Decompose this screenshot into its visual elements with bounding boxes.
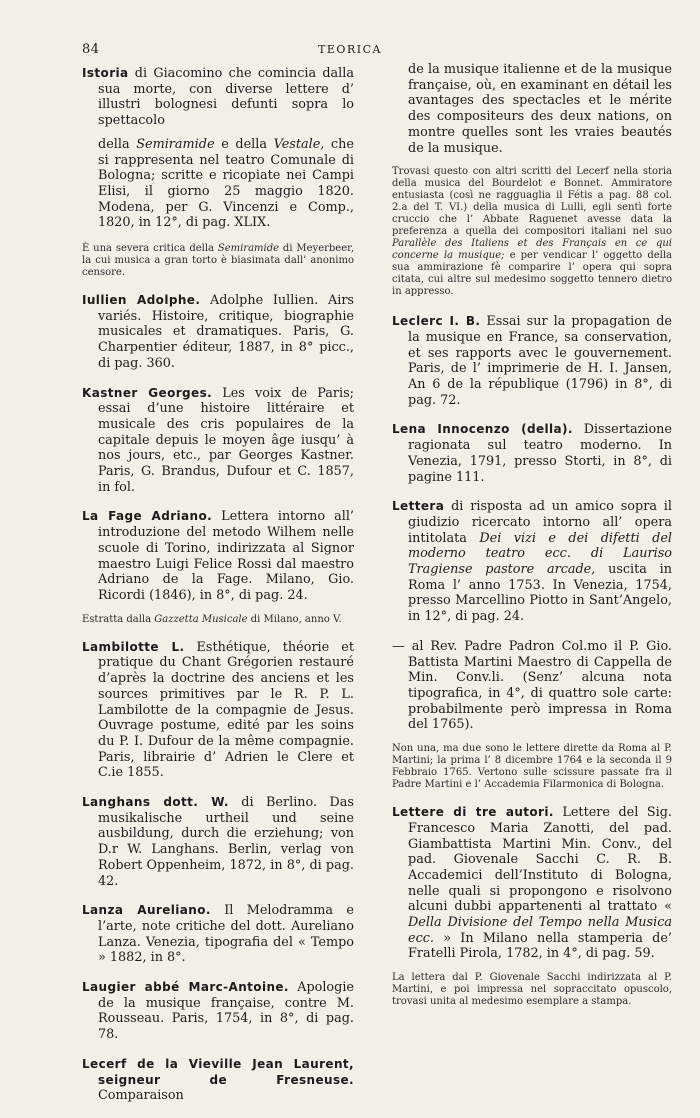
entry-text: Esthétique, théorie et pratique du Chant Grégorien restauré d’après la doctrine des anciens et les sources primitives par le R. P. L. Lambilotte de la compagnie de Jesus. Ouvrage postume, edité par les soins du P. I. Dufour de la même compagnie. Paris, librairie d’ Adrien le Clere et C.ie 1855. [98,639,354,781]
entry-langhans [82,795,354,889]
entry-text: Comparaison [98,1088,184,1104]
entry-heading: Lecerf de la Vieville Jean Laurent, seigneur de Fresneuse. [82,1056,354,1087]
italic-title: Vestale, [273,136,325,152]
text-run: e della [214,136,274,152]
entry-text: Il Melodramma e l’arte, note critiche del dott. Aureliano Lanza. Venezia, tipografia del « Tempo » 1882, in 8°. [98,903,354,966]
entry-heading: Lettere di tre autori. [392,805,554,820]
entry-heading: Kastner Georges. [82,385,213,400]
entry-heading: Langhans dott. W. [82,795,229,810]
entry-lena [392,422,672,485]
italic-title: Semiramide [136,136,215,152]
entry-kastner [82,386,354,496]
entry-la-fage [82,509,354,603]
footnote [392,166,672,298]
entry-lecerf [82,1057,354,1104]
text-run: Trovasi questo con altri scritti del Lecerf nella storia della musica del Bourdelot e Bonnet. Ammiratore entusiasta (così ne ragguaglia il Fétis a pag. 88 col. 2.a del T. VI.) della musica di Lulli, egli sentì forte cruccio che l’ Abbate Raguenet avesse data la preferenza a quella dei compositori italiani nel suo [392,166,672,238]
text-run: che si rappresenta nel teatro Comunale di Bologna; scritte e ricopiate nei Campi Elisi, il giorno 25 maggio 1820. Modena, per G. Vincenzi e Comp., 1820, in 12°, di pag. XLIX. [98,136,354,231]
italic-title: Parallèle des Italiens et des Français en ce qui concerne la musique; [392,238,672,262]
entry-continuation [82,137,354,231]
entry-continuation: de la musique italienne et de la musique française, où, en examinant en détail les avantages des spectacles et le mérite des compositeurs des deux nations, on montre quelles sont les vraies beautés de la musique. [408,62,672,156]
text-run: » In Milano nella stamperia de’ Fratelli Pirola, 1782, in 4°, di pag. 59. [408,930,672,962]
entry-text: Dissertazione ragionata sul teatro moderno. In Venezia, 1791, presso Storti, in 8°, di pagine 111. [408,422,672,485]
entry-heading: La Fage Adriano. [82,509,213,524]
entry-text: Adolphe Iullien. Airs variés. Histoire, critique, biographie musicales et dramatiques. Paris, G. Charpentier éditeur, 1887, in 8° picc., di pag. 360. [98,293,355,371]
entry-heading: Laugier abbé Marc-Antoine. [82,980,289,995]
entry-istoria [82,66,354,129]
entry-text: Lettera intorno all’ introduzione del metodo Wilhem nelle scuole di Torino, indirizzata al Signor maestro Luigi Felice Rossi dal maestro Adriano de la Fage. Milano, Gio. Ricordi (1846), in 8°, di pag. 24. [98,509,355,603]
entry-heading: Leclerc I. B. [392,314,481,329]
left-column [82,66,354,1118]
running-title: TEORICA [318,43,382,56]
entry-iullien [82,293,354,372]
italic-title: Gazzetta Musicale [154,613,248,625]
text-run: e per vendicar l’ oggetto della sua ammirazione fè comparire l’ opera qui sopra citata, cui altre sul medesimo soggetto tennero dietro in appresso. [392,250,672,298]
entry-text: Apologie de la musique française, contre M. Rousseau. Paris, 1754, in 8°, di pag. 78. [98,980,354,1043]
text-run: di Milano, anno V. [247,613,342,625]
entry-text: di Giacomino che comincia dalla sua morte, con diverse lettere d’ illustri bolognesi defunti sopra lo spettacolo [98,66,354,129]
footnote: La lettera dal P. Giovenale Sacchi indirizzata al P. Martini, e poi impressa nel sopraccitato opuscolo, trovasi unita al medesimo esemplare a stampa. [392,972,672,1008]
text-run: uscita in Roma l’ anno 1753. In Venezia, 1754, presso Marcellino Piotto in Sant’Angelo, in 12°, di pag. 24. [408,562,672,625]
right-column [392,62,672,1022]
entry-lettera [392,499,672,625]
entry-lettera-martini: — al Rev. Padre Padron Col.mo il P. Gio. Battista Martini Maestro di Cappella de Min. Conv.li. (Senz’ alcuna nota tipografica, in 4°, di quattro sole carte: probabilmente però impressa in Roma del 1765). [392,638,672,733]
entry-heading: Lambilotte L. [82,639,185,654]
entry-lambilotte [82,640,354,781]
text-run: È una severa critica della [82,243,218,255]
entry-heading: Istoria [82,66,129,80]
page-number: 84 [82,42,100,57]
footnote: Non una, ma due sono le lettere dirette da Roma al P. Martini; la prima l’ 8 dicembre 1764 e la seconda il 9 Febbraio 1765. Vertono sulle scissure passate fra il Padre Martini e l’ Accademia Filarmonica di Bologna. [392,743,672,791]
entry-heading: Lena Innocenzo (della). [392,422,573,437]
text-run: della [98,136,137,152]
footnote [82,243,354,279]
italic-title: Semiramide [217,243,280,255]
entry-lanza [82,903,354,966]
footnote [82,614,354,626]
text-run: Lettere del Sig. Francesco Maria Zanotti, del pad. Giambattista Martini Min. Conv., del pad. Giovenale Sacchi C. R. B. Accademici dell’Instituto di Bologna, nelle quali si propongono e risolvono alcuni dubbi appartenenti al trattato « [408,805,672,915]
text-run: di Meyerbeer, la cui musica a gran torto è biasimata dall’ anonimo censore. [82,243,354,279]
italic-title: Della Divisione del Tempo nella Musica ecc. [408,915,672,946]
entry-leclerc [392,314,672,408]
text-run: Estratta dalla [82,613,155,625]
entry-text: di Berlino. Das musikalische urtheil und seine ausbildung, durch die erziehung; von D.r W. Langhans. Berlin, verlag von Robert Oppenheim, 1872, in 8°, di pag. 42. [98,795,355,889]
entry-heading: Iullien Adolphe. [82,293,201,308]
entry-text: Essai sur la propagation de la musique en France, sa conservation, et ses rapports avec le gouvernement. Paris, de l’ imprimerie de H. I. Jansen, An 6 de la république (1796) in 8°, di pag. 72. [408,314,672,408]
italic-title: Dei vizi e dei difetti del moderno teatro ecc. di Lauriso Tragiense pastore arcade, [408,530,672,578]
entry-heading: Lanza Aureliano. [82,903,211,918]
text-run: di risposta ad un amico sopra il giudizio ricercato intorno all’ opera intitolata [408,499,672,546]
entry-laugier [82,980,354,1043]
entry-lettere-tre-autori [392,805,672,962]
entry-heading: Lettera [392,499,445,514]
entry-text: Les voix de Paris; essai d’une histoire littéraire et musicale des cris populaires de la capitale depuis le moyen âge iusqu’ à nos jours, etc., par Georges Kastner. Paris, G. Brandus, Dufour et C. 1857, in fol. [98,385,354,495]
